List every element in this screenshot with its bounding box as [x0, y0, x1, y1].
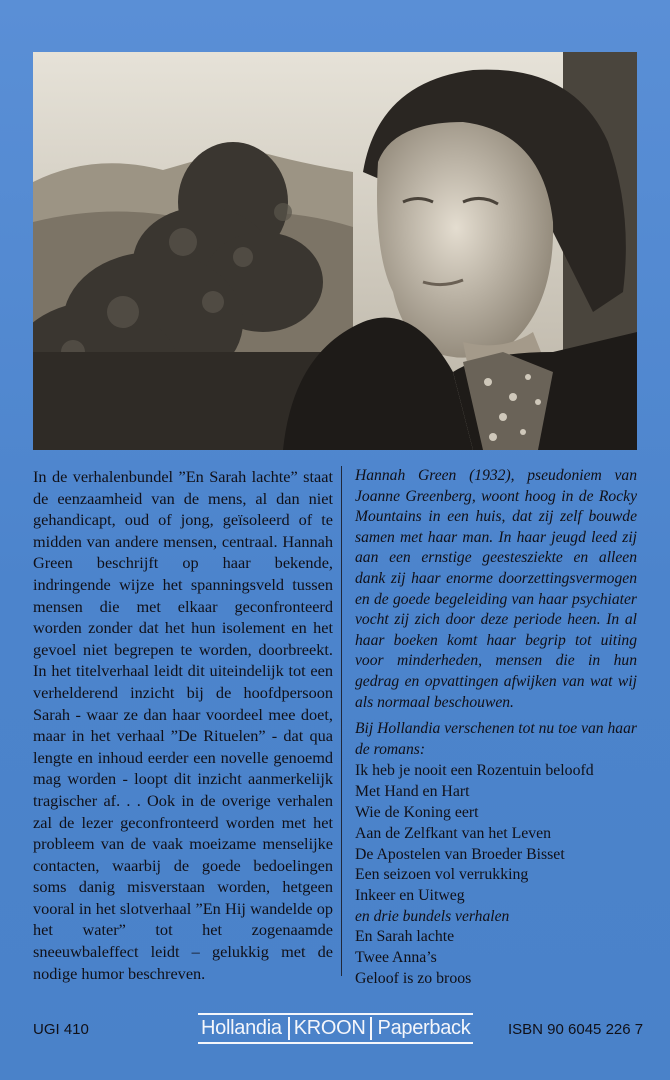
product-code: UGI 410: [33, 1021, 89, 1038]
brand-paperback: Paperback: [377, 1016, 471, 1039]
list-item: Twee Anna’s: [355, 949, 437, 967]
stories-list: [355, 927, 637, 989]
brand-kroon: KROON: [288, 1017, 372, 1040]
novels-list: [355, 761, 637, 907]
logo-rule-top: [198, 1013, 473, 1015]
author-portrait-icon: [33, 52, 637, 450]
author-photo: [33, 52, 637, 450]
list-item: Geloof is zo broos: [355, 970, 472, 988]
brand-hollandia: Hollandia: [201, 1016, 282, 1039]
list-item: Inkeer en Uitweg: [355, 887, 465, 905]
author-bio: Hannah Green (1932), pseudoniem van Joanne Greenberg, woont hoog in de Rocky Mountains in een huis, dat zij zelf bouwde samen met haar man. In haar jeugd leed zij aan een ernstige geestesziekte en alleen dank zij haar enorme doorzettingsvermogen en de goede begeleiding van haar psychiater vocht zij zich door deze periode heen. In al haar boeken komt haar begrip tot uiting voor minderheden, mensen die in hun gedrag en opvattingen afwijken van wat wij als normaal beschouwen.: [355, 467, 637, 711]
list-item: Met Hand en Hart: [355, 783, 470, 801]
author-info: [355, 466, 637, 990]
column-divider: [341, 466, 342, 976]
publisher-logo: [198, 1011, 473, 1045]
list-item: Ik heb je nooit een Rozentuin beloofd: [355, 762, 594, 780]
stories-lead: en drie bundels verhalen: [355, 907, 510, 925]
list-item: Aan de Zelfkant van het Leven: [355, 824, 552, 842]
list-item: De Apostelen van Broeder Bisset: [355, 845, 565, 863]
novels-lead: Bij Hollandia verschenen tot nu toe van haar de romans:: [355, 720, 637, 758]
list-item: Wie de Koning eert: [355, 803, 479, 821]
list-item: Een seizoen vol verrukking: [355, 866, 529, 884]
logo-rule-bottom: [198, 1042, 473, 1044]
isbn: ISBN 90 6045 226 7: [508, 1021, 644, 1038]
list-item: En Sarah lachte: [355, 928, 455, 946]
blurb-text: In de verhalenbundel ”En Sarah lachte” staat de eenzaamheid van de mens, al dan niet gehandicapt, oud of jong, geïsoleerd of te midden van andere mensen, centraal. Hannah Green beschrijft op haar bekende, indringende wijze het spanningsveld tussen mensen die met elkaar geconfronteerd worden zonder dat het hun isolement en het gevoel niet begrepen te worden, doorbreekt. In het titelverhaal leidt dit uiteindelijk tot een verhelderend inzicht bij de hoofdpersoon Sarah - waar ze dan haar voordeel mee doet, maar in het verhaal ”De Rituelen” - dat qua lengte en inhoud eerder een novelle genoemd mag worden - loopt dit inzicht aanmerkelijk tragischer af. . . Ook in de overige verhalen zal de lezer geconfronteerd worden met het probleem van de vaak moeizame menselijke contacten, waarbij de goede bedoelingen soms danig misverstaan worden, hetgeen vooral in het slotverhaal ”En Hij wandelde op het water” tot het zogenaamde sneeuwbaleffect leidt – gelukkig met de nodige humor beschreven.: [33, 467, 333, 983]
